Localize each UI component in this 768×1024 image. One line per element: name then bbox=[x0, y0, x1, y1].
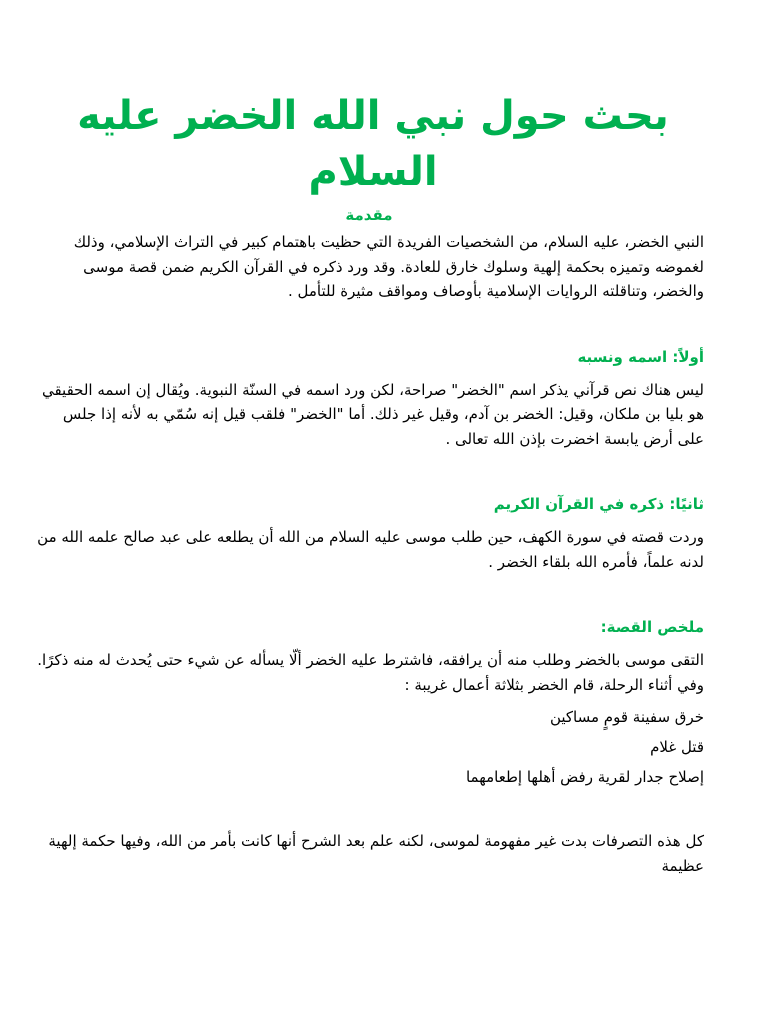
section-name-lineage-paragraph: ليس هناك نص قرآني يذكر اسم "الخضر" صراحة، لكن ورد اسمه في السنّة النبوية. ويُقال إن اسمه الحقيقي هو بليا بن ملكان، وقيل: الخضر بن آدم، وقيل غير ذلك. أما "الخضر" فلقب قيل إنه سُمّي به لأنه إذا جلس على أرض يابسة اخضرت بإذن الله تعالى . bbox=[41, 380, 704, 448]
summary-paragraph: التقى موسى بالخضر وطلب منه أن يرافقه، فاشترط عليه الخضر ألّا يسأله عن شيء حتى يُحدث له منه ذكرًا. وفي أثناء الرحلة، قام الخضر بثلاثة أعمال غريبة : bbox=[37, 651, 704, 694]
intro-paragraph: النبي الخضر، عليه السلام، من الشخصيات الفريدة التي حظيت باهتمام كبير في التراث الإسلامي، وذلك لغموضه وتميزه بحكمة إلهية وسلوك خارق للعادة. وقد ورد ذكره في القرآن الكريم ضمن قصة موسى والخضر، وتناقلته الروايات الإسلامية بأوصاف ومواقف مثيرة للتأمل . bbox=[73, 233, 704, 300]
conclusion-paragraph: كل هذه التصرفات بدت غير مفهومة لموسى، لكنه علم بعد الشرح أنها كانت بأمر من الله، وفيها حكمة إلهية عظيمة bbox=[48, 832, 704, 875]
title-line-1: بحث حول نبي الله الخضر عليه bbox=[77, 93, 669, 139]
summary-item-1: خرق سفينة قومٍ مساكين bbox=[549, 708, 704, 726]
title-line-2: السلام bbox=[308, 149, 438, 195]
section-quran-paragraph: وردت قصته في سورة الكهف، حين طلب موسى عليه السلام من الله أن يطلعه على عبد صالح علمه الله من لدنه علماً، فأمره الله بلقاء الخضر . bbox=[37, 528, 704, 571]
summary-item-2: قتل غلام bbox=[650, 738, 704, 756]
section-name-lineage-heading: أولاً: اسمه ونسبه bbox=[577, 347, 704, 366]
summary-heading: ملخص القصة: bbox=[600, 618, 704, 636]
section-quran-heading: ثانيًا: ذكره في القرآن الكريم bbox=[493, 495, 704, 513]
page-title bbox=[34, 88, 712, 200]
intro-heading: مقدمة bbox=[345, 206, 393, 224]
summary-item-3: إصلاح جدار لقرية رفض أهلها إطعامهما bbox=[465, 768, 704, 786]
